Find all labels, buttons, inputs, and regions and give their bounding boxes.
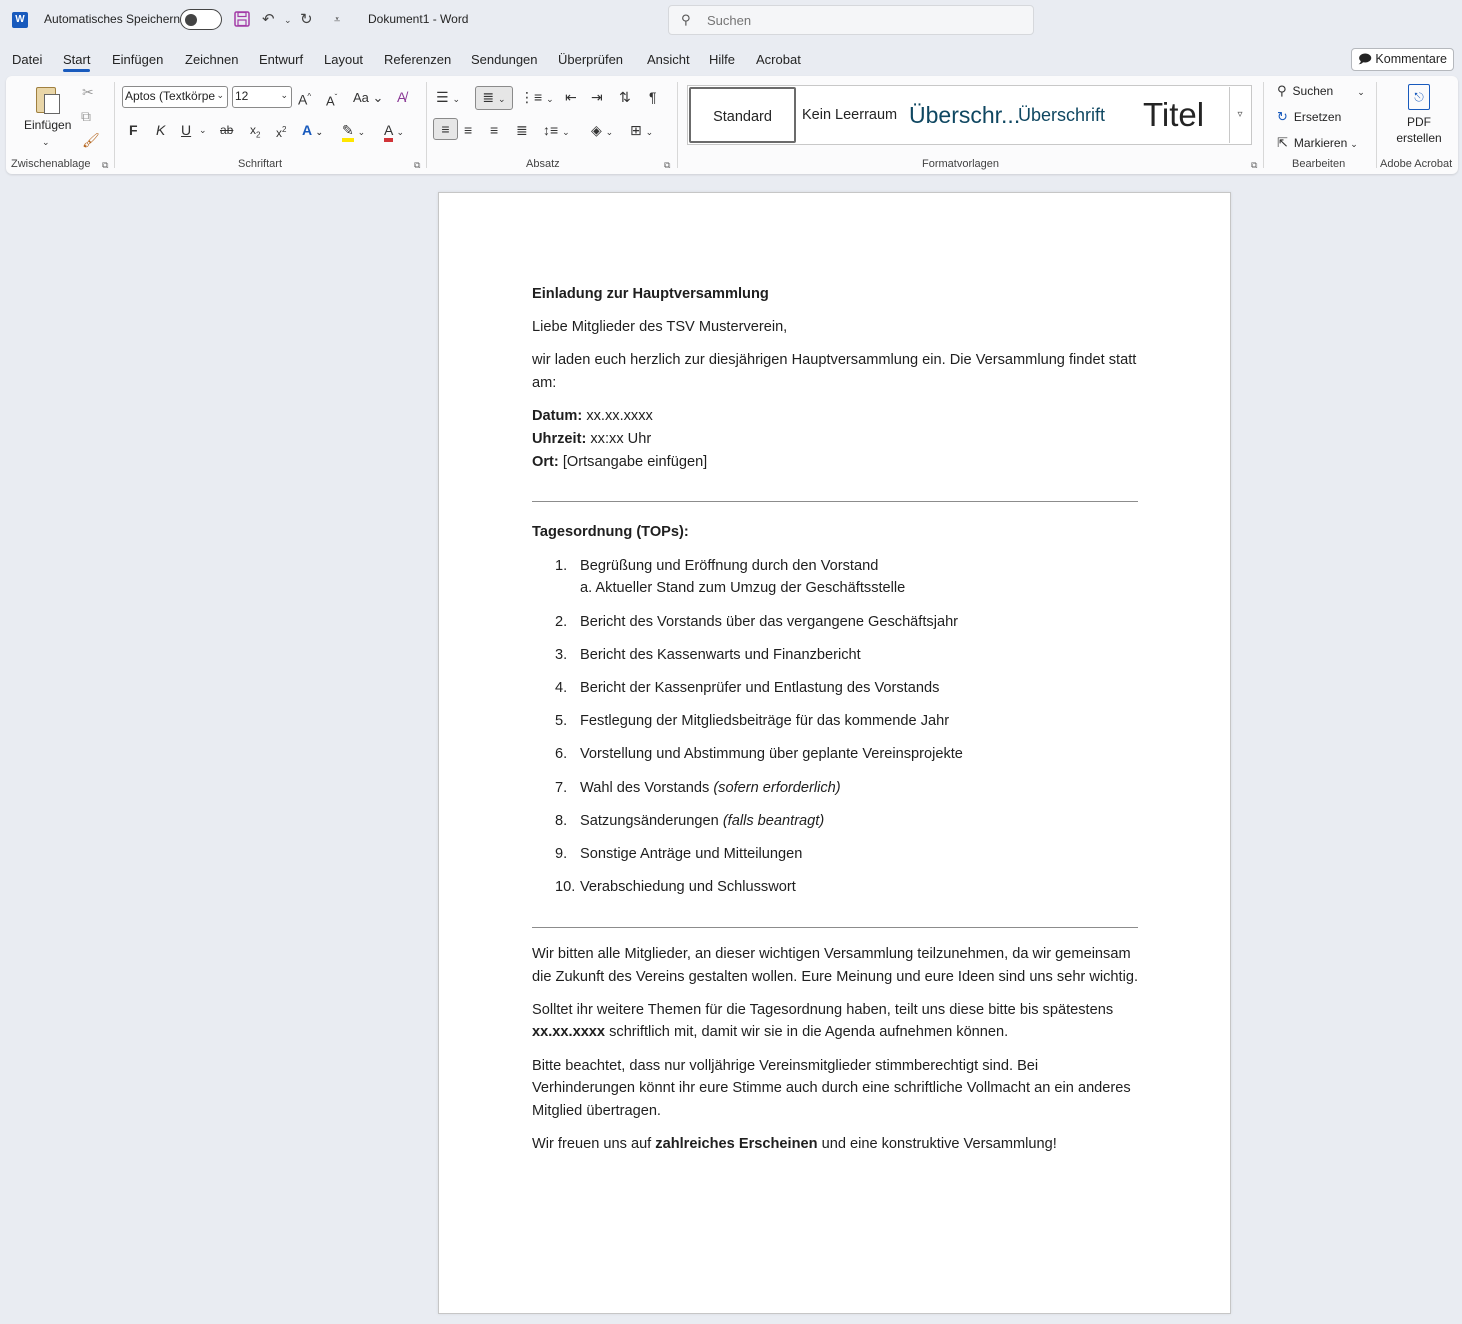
agenda-item: 4. Bericht der Kassenprüfer und Entlastung des Vorstands: [555, 679, 940, 696]
agenda-item: 2. Bericht des Vorstands über das vergangene Geschäftsjahr: [555, 613, 959, 630]
find-button[interactable]: [1277, 83, 1365, 99]
superscript-icon[interactable]: $x^2$: [276, 125, 287, 140]
place-value: [Ortsangabe einfügen]: [558, 453, 708, 470]
paragraph-participation: Wir bitten alle Mitglieder, an dieser wichtigen Versammlung teilzunehmen, da wir gemeinsam die Zukunft des Vereins gestalten wollen. Eure Meinung und eure Ideen sind uns sehr wichtig.: [532, 945, 1139, 985]
search-input[interactable]: [707, 11, 1007, 29]
copy-icon[interactable]: ⧉: [81, 108, 91, 124]
align-left-icon[interactable]: ≡: [433, 118, 458, 140]
chevron-down-icon: ⌄: [1350, 139, 1358, 149]
document-heading: Einladung zur Hauptversammlung: [532, 286, 769, 302]
line-spacing-icon[interactable]: ↕≡ ⌄: [543, 122, 570, 138]
tab-acrobat[interactable]: Acrobat: [756, 52, 801, 67]
group-label-acrobat: Adobe Acrobat: [1380, 158, 1453, 170]
underline-dropdown-icon[interactable]: ⌄: [199, 125, 207, 135]
tab-entwurf[interactable]: Entwurf: [259, 52, 304, 67]
clipboard-launcher-icon[interactable]: ⧉: [102, 160, 109, 170]
undo-icon[interactable]: ↶: [262, 11, 275, 28]
comments-label: Kommentare: [1375, 52, 1447, 66]
tab-zeichnen[interactable]: Zeichnen: [185, 52, 239, 67]
tab-sendungen[interactable]: Sendungen: [471, 52, 538, 67]
tab-hilfe[interactable]: Hilfe: [709, 52, 736, 67]
styles-more-icon[interactable]: ▿: [1229, 87, 1250, 143]
horizontal-rule: [532, 927, 1138, 928]
chevron-down-icon: ⌄: [1357, 87, 1365, 97]
agenda-heading: Tagesordnung (TOPs):: [532, 524, 689, 541]
agenda-subitem: a. Aktueller Stand zum Umzug der Geschäftsstelle: [580, 580, 906, 597]
change-case-label: Aa: [353, 90, 369, 105]
agenda-item: 7. Wahl des Vorstands (sofern erforderlich): [555, 779, 841, 796]
font-size-combo[interactable]: [232, 86, 292, 108]
style-standard[interactable]: Standard: [689, 87, 796, 143]
horizontal-rule: [532, 501, 1138, 502]
pdf-icon: ⎋: [1408, 84, 1430, 110]
create-pdf-button[interactable]: [1389, 82, 1449, 152]
italic-button[interactable]: K: [156, 122, 166, 138]
paste-button-label[interactable]: Einfügen: [24, 118, 72, 132]
agenda-item: 1. Begrüßung und Eröffnung durch den Vorstand a. Aktueller Stand zum Umzug der Geschäftsstelle: [532, 555, 1144, 600]
customize-quick-access-icon[interactable]: ⩡: [334, 14, 341, 26]
align-right-icon[interactable]: ≡: [490, 122, 499, 138]
font-name-combo[interactable]: [122, 86, 228, 108]
underline-button[interactable]: U: [181, 122, 192, 138]
tab-ueberpruefen[interactable]: Überprüfen: [558, 52, 624, 67]
tab-ansicht[interactable]: Ansicht: [647, 52, 690, 67]
pdf-label-line2: erstellen: [1396, 131, 1442, 145]
intro-paragraph: wir laden euch herzlich zur diesjährigen Hauptversammlung ein. Die Versammlung findet statt am:: [532, 352, 1137, 392]
word-app-icon: W: [12, 12, 28, 28]
grow-font-icon[interactable]: A^: [298, 91, 312, 108]
tab-referenzen[interactable]: Referenzen: [384, 52, 452, 67]
agenda-item: 8. Satzungsänderungen (falls beantragt): [555, 812, 825, 829]
agenda-item: 9. Sonstige Anträge und Mitteilungen: [555, 845, 803, 862]
change-case-button[interactable]: Aa ⌄: [353, 90, 384, 105]
text-effects-icon[interactable]: A ⌄: [302, 122, 324, 138]
style-titel[interactable]: Titel: [1143, 96, 1205, 133]
document-page[interactable]: [438, 192, 1231, 1314]
paragraph-topics: Solltet ihr weitere Themen für die Tagesordnung haben, teilt uns diese bitte bis spätestens xx.xx.xxxx schriftlich mit, damit wir sie in die Agenda aufnehmen können.: [532, 1001, 1114, 1041]
paragraph-closing: Wir freuen uns auf zahlreiches Erscheinen und eine konstruktive Versammlung!: [532, 1136, 1057, 1153]
comment-icon: 🗩: [1358, 52, 1372, 66]
group-label-styles: Formatvorlagen: [922, 158, 1000, 170]
align-center-icon[interactable]: ≡: [464, 122, 473, 138]
group-label-clipboard: Zwischenablage: [11, 158, 91, 170]
show-formatting-icon[interactable]: ¶: [649, 89, 657, 105]
time-label: Uhrzeit:: [532, 431, 587, 448]
font-launcher-icon[interactable]: ⧉: [414, 160, 421, 170]
agenda-item: 3. Bericht des Kassenwarts und Finanzbericht: [555, 646, 861, 663]
decrease-indent-icon[interactable]: ⇤: [565, 89, 577, 105]
replace-icon: ↻: [1277, 109, 1288, 124]
cut-icon[interactable]: ✂: [82, 84, 94, 100]
style-kein-leerraum[interactable]: Kein Leerraum: [802, 107, 898, 123]
replace-label: Ersetzen: [1293, 110, 1342, 124]
comments-button[interactable]: [1351, 48, 1454, 71]
font-size-input[interactable]: [235, 89, 275, 103]
shrink-font-icon[interactable]: $A^ˇ$: [326, 93, 338, 109]
document-body[interactable]: [532, 283, 1144, 1166]
date-value: xx.xx.xxxx: [582, 408, 653, 425]
style-ueberschrift-1[interactable]: Überschr...: [909, 102, 1021, 128]
event-details: [532, 405, 1144, 473]
title-bar: [0, 0, 1462, 40]
style-ueberschrift-2[interactable]: Überschrift: [1018, 105, 1106, 125]
redo-icon[interactable]: ↻: [300, 11, 313, 28]
replace-button[interactable]: [1277, 109, 1341, 125]
font-name-input[interactable]: [125, 89, 215, 103]
numbering-icon[interactable]: ≣ ⌄: [475, 86, 513, 110]
bold-button[interactable]: F: [129, 122, 138, 138]
ribbon: [6, 76, 1458, 174]
pdf-label-line1: PDF: [1407, 115, 1431, 129]
greeting: Liebe Mitglieder des TSV Musterverein,: [532, 319, 788, 336]
tab-datei[interactable]: Datei: [12, 52, 43, 67]
group-label-paragraph: Absatz: [526, 158, 560, 170]
autosave-toggle[interactable]: [180, 9, 222, 30]
group-label-editing: Bearbeiten: [1292, 158, 1346, 170]
tab-layout[interactable]: Layout: [324, 52, 364, 67]
clear-formatting-icon[interactable]: A̸: [397, 89, 407, 105]
bullets-icon[interactable]: ☰ ⌄: [436, 89, 460, 105]
cursor-icon: ⇱: [1277, 135, 1288, 150]
ribbon-tabs: [0, 46, 1462, 74]
search-box[interactable]: [668, 5, 1034, 35]
search-icon: ⚲: [1277, 83, 1287, 98]
agenda-item: 5. Festlegung der Mitgliedsbeiträge für das kommende Jahr: [555, 713, 950, 730]
time-value: xx:xx Uhr: [586, 431, 652, 448]
tab-start[interactable]: Start: [63, 52, 91, 67]
borders-icon[interactable]: ⊞ ⌄: [630, 122, 654, 138]
multilevel-list-icon[interactable]: ⋮≡ ⌄: [520, 89, 554, 105]
paragraph-launcher-icon[interactable]: ⧉: [664, 160, 671, 170]
toggle-knob: [185, 14, 197, 26]
justify-icon[interactable]: ≣: [516, 122, 528, 138]
select-label: Markieren: [1293, 136, 1348, 150]
agenda-item: 10. Verabschiedung und Schlusswort: [555, 879, 796, 896]
chevron-down-icon[interactable]: ⌄: [216, 90, 224, 100]
paste-dropdown-icon[interactable]: ⌄: [42, 137, 50, 147]
agenda-list: [532, 555, 1144, 899]
date-label: Datum:: [532, 408, 583, 425]
chevron-down-icon[interactable]: ⌄: [280, 90, 288, 100]
place-label: Ort:: [532, 453, 559, 470]
paste-icon[interactable]: [34, 84, 62, 114]
agenda-item: 6. Vorstellung und Abstimmung über geplante Vereinsprojekte: [555, 746, 963, 763]
autosave-label: Automatisches Speichern: [44, 12, 181, 26]
format-painter-icon[interactable]: 🖌: [82, 132, 100, 148]
find-label: Suchen: [1292, 84, 1334, 98]
save-icon[interactable]: [233, 10, 251, 34]
group-label-font: Schriftart: [238, 158, 283, 170]
select-button[interactable]: [1277, 135, 1358, 151]
document-title: Dokument1 - Word: [368, 12, 469, 26]
styles-gallery: [687, 85, 1252, 145]
sort-icon[interactable]: ⇅: [619, 89, 631, 105]
shading-icon[interactable]: ◈ ⌄: [591, 122, 614, 138]
highlight-icon[interactable]: ✎ ⌄: [342, 120, 365, 142]
increase-indent-icon[interactable]: ⇥: [591, 89, 603, 105]
tab-einfuegen[interactable]: Einfügen: [112, 52, 164, 67]
font-color-icon[interactable]: A ⌄: [384, 120, 404, 142]
search-icon: ⚲: [681, 12, 691, 27]
styles-launcher-icon[interactable]: ⧉: [1251, 160, 1258, 170]
subscript-icon[interactable]: $x_2$: [250, 123, 261, 140]
strikethrough-button[interactable]: ab: [220, 123, 234, 137]
paragraph-voting: Bitte beachtet, dass nur volljährige Vereinsmitglieder stimmberechtigt sind. Bei Verhinderungen könnt ihr eure Stimme auch durch eine schriftliche Vollmacht an ein anderes Mitglied übertragen.: [532, 1057, 1131, 1120]
undo-dropdown-icon[interactable]: ⌄: [284, 15, 292, 25]
